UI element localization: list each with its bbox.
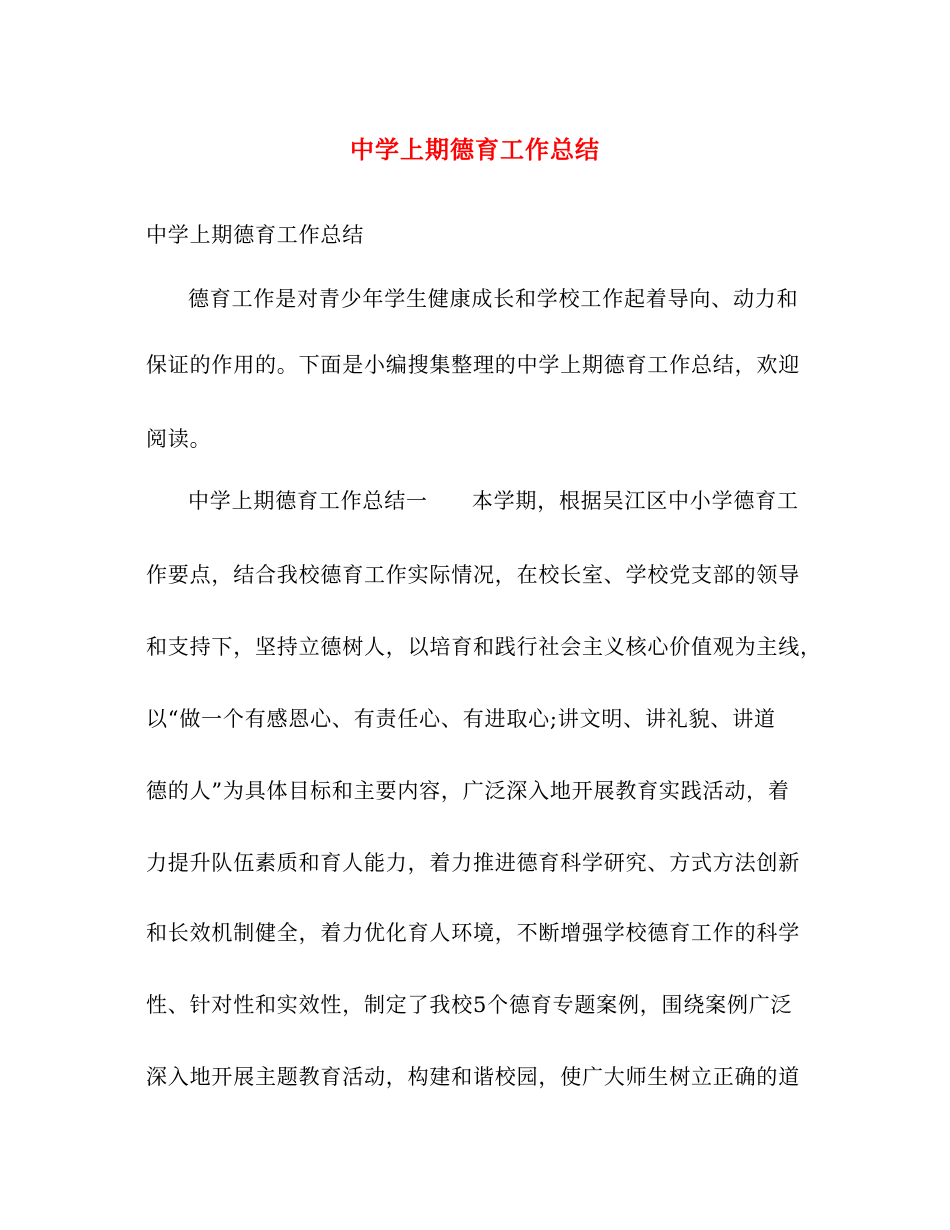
section-opening: 本学期，根据吴江区中小学德育工 [471, 489, 799, 513]
paragraph-line-10: 性、针对性和实效性，制定了我校5个德育专题案例，围绕案例广泛 [146, 993, 793, 1017]
paragraph-line-11: 深入地开展主题教育活动，构建和谐校园，使广大师生树立正确的道 [146, 1065, 800, 1089]
section-heading: 中学上期德育工作总结一 [188, 489, 428, 513]
paragraph-line-5: 和支持下，坚持立德树人，以培育和践行社会主义核心价值观为主线， [146, 635, 822, 659]
paragraph-line-9: 和长效机制健全，着力优化育人环境，不断增强学校德育工作的科学 [146, 921, 800, 945]
document-title: 中学上期德育工作总结 [350, 135, 600, 164]
paragraph-line-2: 保证的作用的。下面是小编搜集整理的中学上期德育工作总结，欢迎 [146, 353, 800, 377]
paragraph-line-1: 德育工作是对青少年学生健康成长和学校工作起着导向、动力和 [188, 287, 799, 311]
paragraph-line-3: 阅读。 [146, 427, 212, 451]
paragraph-line-4: 作要点，结合我校德育工作实际情况，在校长室、学校党支部的领导 [146, 563, 800, 587]
section-line-1 [188, 486, 848, 516]
paragraph-line-6: 以“做一个有感恩心、有责任心、有进取心;讲文明、讲礼貌、讲道 [146, 707, 776, 731]
paragraph-line-8: 力提升队伍素质和育人能力，着力推进德育科学研究、方式方法创新 [146, 851, 800, 875]
paragraph-line-7: 德的人”为具体目标和主要内容，广泛深入地开展教育实践活动，着 [146, 779, 790, 803]
document-subtitle: 中学上期德育工作总结 [146, 223, 364, 247]
